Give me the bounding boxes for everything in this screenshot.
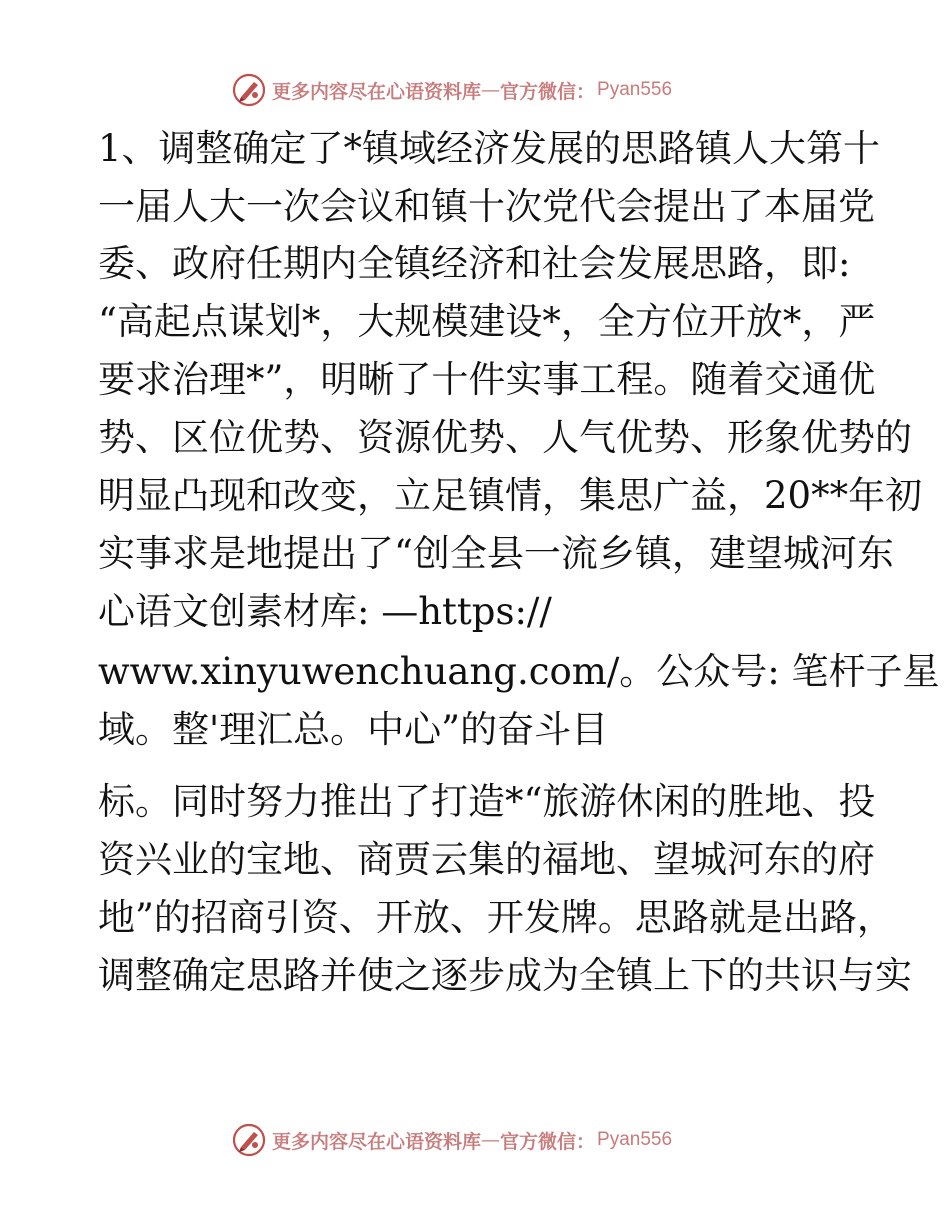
body-line-7: 明显凸现和改变，立足镇情，集思广益，20**年初: [98, 474, 923, 517]
footer-banner-wechat-label: 官方微信：: [500, 1130, 596, 1153]
body-line-14: 地”的招商引资、开放、开发牌。思路就是出路，: [98, 896, 894, 939]
footer-banner-wechat-id: Pyan556: [597, 1129, 673, 1150]
pen-logo-icon: [232, 1123, 266, 1157]
footer-banner: [232, 1120, 672, 1160]
banner-separator: —: [481, 79, 501, 101]
banner-wechat-id: Pyan556: [597, 79, 673, 100]
body-line-13: 资兴业的宝地、商贾云集的福地、望城河东的府: [98, 838, 875, 881]
body-line-5: 要求治理*”，明晰了十件实事工程。随着交通优: [98, 358, 876, 401]
body-line-12: 标。同时努力推出了打造*“旅游休闲的胜地、投: [98, 780, 876, 823]
footer-banner-separator: —: [481, 1129, 501, 1151]
footer-banner-title: 更多内容尽在心语资料库: [272, 1130, 482, 1153]
body-line-4: “高起点谋划*，大规模建设*，全方位开放*，严: [98, 300, 876, 343]
body-line-9: 心语文创素材库: —https://: [98, 590, 552, 633]
banner-wechat-label: 官方微信：: [500, 80, 596, 103]
body-line-15: 调整确定思路并使之逐步成为全镇上下的共识与实: [98, 954, 912, 997]
body-line-1: 1、调整确定了*镇域经济发展的思路镇人大第十: [98, 127, 881, 170]
body-line-10: www.xinyuwenchuang.com/。公众号: 笔杆子星: [98, 650, 940, 693]
body-line-3: 委、政府任期内全镇经济和社会发展思路，即:: [98, 242, 851, 285]
body-line-8: 实事求是地提出了“创全县一流乡镇，建望城河东: [98, 532, 894, 575]
body-line-6: 势、区位优势、资源优势、人气优势、形象优势的: [98, 416, 912, 459]
body-line-11: 域。整'理汇总。中心”的奋斗目: [98, 708, 609, 751]
pen-logo-icon: [232, 73, 266, 107]
body-line-2: 一届人大一次会议和镇十次党代会提出了本届党: [98, 185, 875, 228]
header-banner: [232, 70, 672, 110]
banner-title: 更多内容尽在心语资料库: [272, 80, 482, 103]
